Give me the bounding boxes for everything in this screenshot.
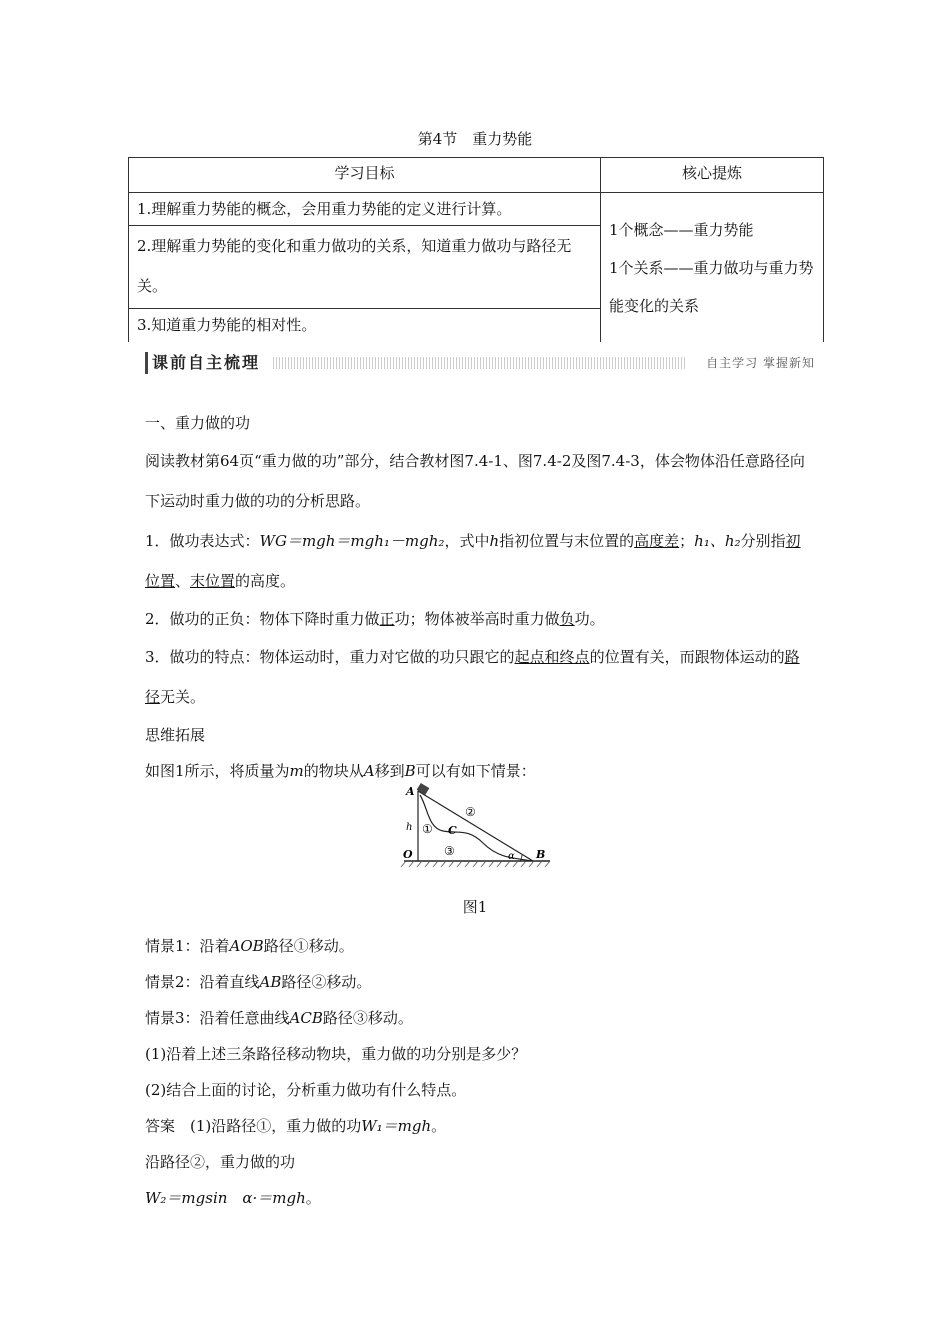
- work-sign: 2．做功的正负：物体下降时重力做正功；物体被举高时重力做负功。: [145, 610, 605, 628]
- section-banner: [145, 352, 815, 374]
- figure-caption: 图1: [462, 898, 488, 916]
- blank-height-difference: 高度差: [634, 532, 680, 550]
- incline-diagram: [398, 783, 553, 875]
- blank-start-end: 起点和终点: [514, 648, 590, 666]
- question-1: (1)沿着上述三条路径移动物块，重力做的功分别是多少？: [145, 1045, 527, 1063]
- table-head-core: 核心提炼: [601, 158, 824, 193]
- goal-3: 3.知道重力势能的相对性。: [129, 309, 601, 343]
- core-summary: [601, 193, 824, 343]
- blank-negative: 负: [559, 610, 575, 628]
- label-path-1: ①: [422, 822, 433, 836]
- page-title: 第4节 重力势能: [417, 130, 533, 148]
- work-feature: 3．做功的特点：物体运动时，重力对它做的功只跟它的起点和终点的位置有关，而跟物体运动的路径无关。: [145, 648, 800, 706]
- figure-intro: 如图1所示，将质量为m的物块从A移到B可以有如下情景：: [145, 762, 536, 780]
- blank-final-position: 末位置: [190, 572, 236, 590]
- banner-subtitle: 自主学习 掌握新知: [706, 356, 815, 370]
- goal-1: 1.理解重力势能的概念，会用重力势能的定义进行计算。: [129, 193, 601, 226]
- scene-2: 情景2：沿着直线AB路径②移动。: [145, 973, 372, 991]
- extension-heading: 思维拓展: [145, 726, 206, 744]
- scenes-content: [145, 928, 810, 1216]
- core-2: 1个关系——重力做功与重力势能变化的关系: [609, 259, 814, 315]
- scene-1: 情景1：沿着AOB路径①移动。: [145, 937, 354, 955]
- work-expression: 1．做功表达式：WG＝mgh＝mgh₁－mgh₂，式中h指初位置与末位置的高度差；h₁、h₂分别指初位置、末位置的高度。: [145, 532, 801, 590]
- answer-1: 答案 (1)沿路径①，重力做的功W₁＝mgh。: [145, 1117, 447, 1135]
- blank-initial-position: 初位置: [145, 532, 801, 590]
- learning-goals-table: [128, 157, 824, 342]
- intro-paragraph: 阅读教材第64页“重力做的功”部分，结合教材图7.4-1、图7.4-2及图7.4-3，体会物体沿任意路径向下运动时重力做的功的分析思路。: [145, 452, 805, 510]
- label-A: A: [406, 785, 415, 798]
- label-O: O: [403, 848, 413, 861]
- scene-3: 情景3：沿着任意曲线ACB路径③移动。: [145, 1009, 413, 1027]
- formula-wg: WG＝mgh＝mgh₁－mgh₂: [259, 532, 445, 550]
- ground-hatching: [401, 861, 550, 867]
- question-2: (2)结合上面的讨论，分析重力做功有什么特点。: [145, 1081, 467, 1099]
- blank-positive: 正: [379, 610, 395, 628]
- core-1: 1个概念——重力势能: [609, 221, 754, 239]
- goal-2: 2.理解重力势能的变化和重力做功的关系，知道重力做功与路径无关。: [129, 226, 601, 309]
- blank-path: 路径: [145, 648, 800, 706]
- banner-stripe: [273, 357, 685, 369]
- angle-arc: [520, 855, 522, 861]
- table-head-goals: 学习目标: [129, 158, 601, 193]
- label-path-3: ③: [444, 844, 455, 858]
- label-C: C: [448, 824, 457, 837]
- section-heading: 一、重力做的功: [145, 414, 251, 432]
- label-alpha: α: [508, 851, 515, 862]
- label-path-2: ②: [465, 805, 476, 819]
- path-2-incline: [418, 791, 533, 861]
- section-content: [145, 405, 810, 789]
- banner-title: 课前自主梳理: [145, 352, 264, 374]
- path-2-text: 沿路径②，重力做的功: [145, 1153, 296, 1171]
- label-B: B: [536, 848, 546, 861]
- label-h: h: [406, 822, 413, 833]
- w2-formula: W₂＝mgsin α·＝mgh。: [145, 1189, 321, 1207]
